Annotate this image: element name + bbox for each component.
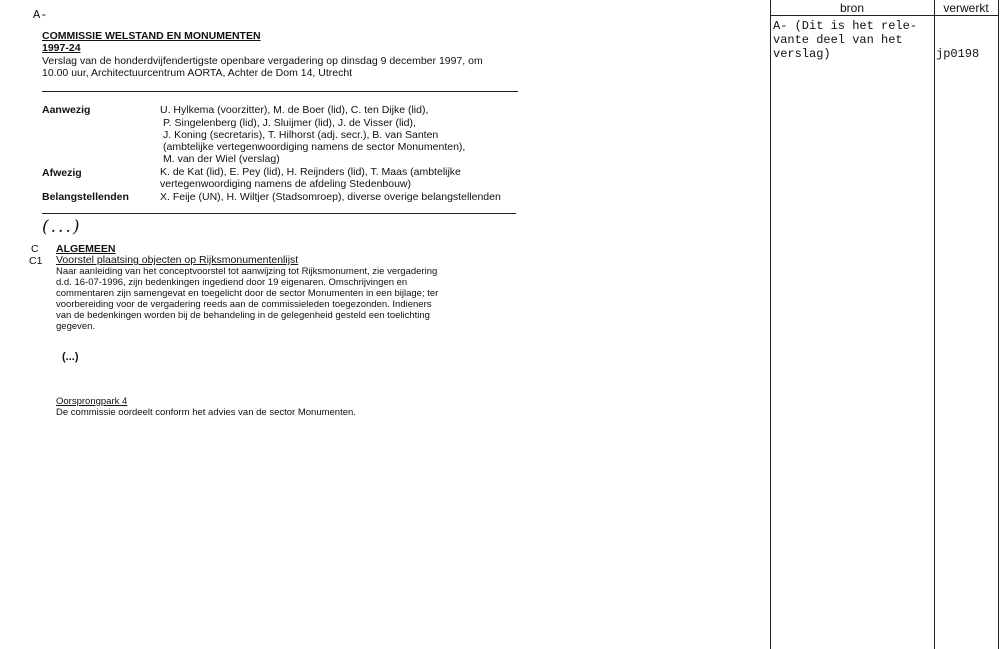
paragraph-line: voorbereiding voor de vergadering reeds aan de commissieleden toegezonden. Indieners bbox=[56, 299, 432, 310]
present-line: M. van der Wiel (verslag) bbox=[163, 153, 280, 165]
document-subtitle-1: Verslag van de honderdvijfendertigste openbare vergadering op dinsdag 9 december 1997, om bbox=[42, 55, 483, 67]
table-border-left bbox=[770, 0, 771, 649]
section-title: ALGEMEEN bbox=[56, 243, 116, 255]
absent-line: K. de Kat (lid), E. Pey (lid), H. Reijnders (lid), T. Maas (ambtelijke bbox=[160, 166, 461, 178]
source-note-line: verslag) bbox=[773, 47, 831, 61]
interested-line: X. Feije (UN), H. Wiltjer (Stadsomroep), diverse overige belangstellenden bbox=[160, 191, 501, 203]
paragraph-line: d.d. 16-07-1996, zijn bedenkingen ingediend door 19 eigenaren. Omschrijvingen en bbox=[56, 277, 408, 288]
subsection-code: C1 bbox=[29, 255, 43, 267]
handwritten-ellipsis: (...) bbox=[42, 217, 82, 237]
item-text: De commissie oordeelt conform het advies van de sector Monumenten. bbox=[56, 407, 356, 418]
item-title: Oorsprongpark 4 bbox=[56, 396, 128, 407]
subsection-title: Voorstel plaatsing objecten op Rijksmonumentenlijst bbox=[56, 254, 299, 266]
processed-code: jp0198 bbox=[936, 47, 980, 61]
column-header-bron: bron bbox=[839, 1, 865, 15]
divider-top bbox=[42, 91, 518, 92]
paragraph-line: gegeven. bbox=[56, 321, 96, 332]
document-number: 1997-24 bbox=[42, 42, 81, 54]
interested-label: Belangstellenden bbox=[42, 191, 129, 203]
paragraph-line: commentaren zijn samengevat en toegelicht door de sector Monumenten in een bijlage; ter bbox=[56, 288, 439, 299]
present-line: P. Singelenberg (lid), J. Sluijmer (lid), J. de Visser (lid), bbox=[163, 117, 416, 129]
column-header-verwerkt: verwerkt bbox=[943, 1, 989, 15]
source-note-line: vante deel van het bbox=[773, 33, 903, 47]
divider-bottom bbox=[42, 213, 516, 214]
table-border-middle bbox=[934, 0, 935, 649]
present-label: Aanwezig bbox=[42, 104, 91, 116]
corner-code: A- bbox=[33, 8, 48, 22]
bold-ellipsis: (...) bbox=[62, 351, 79, 363]
present-line: J. Koning (secretaris), T. Hilhorst (adj. secr.), B. van Santen bbox=[163, 129, 439, 141]
section-code: C bbox=[31, 243, 39, 255]
absent-label: Afwezig bbox=[42, 167, 82, 179]
document-subtitle-2: 10.00 uur, Architectuurcentrum AORTA, Achter de Dom 14, Utrecht bbox=[42, 67, 353, 79]
source-note-line: A- (Dit is het rele- bbox=[773, 19, 918, 33]
present-line: (ambtelijke vertegenwoordiging namens de sector Monumenten), bbox=[163, 141, 466, 153]
table-border-right bbox=[998, 0, 999, 649]
paragraph-line: van de bedenkingen worden bij de behandeling in de gelegenheid gesteld een toelichting bbox=[56, 310, 430, 321]
paragraph-line: Naar aanleiding van het conceptvoorstel tot aanwijzing tot Rijksmonument, zie vergadering bbox=[56, 266, 438, 277]
present-line: U. Hylkema (voorzitter), M. de Boer (lid), C. ten Dijke (lid), bbox=[160, 104, 429, 116]
absent-line: vertegenwoordiging namens de afdeling Stedenbouw) bbox=[160, 178, 412, 190]
table-header-divider bbox=[770, 15, 999, 16]
document-title: COMMISSIE WELSTAND EN MONUMENTEN bbox=[42, 30, 261, 42]
